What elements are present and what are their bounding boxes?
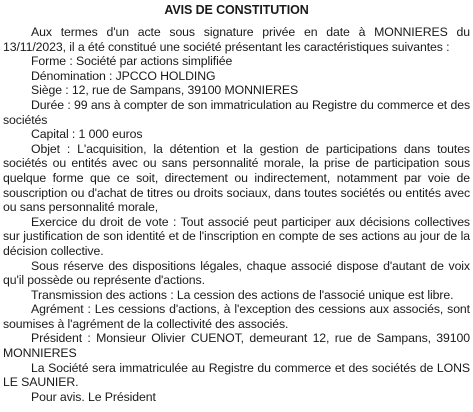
paragraph-president: Président : Monsieur Olivier CUENOT, demeurant 12, rue de Sampans, 39100 MONNIERES <box>3 331 470 361</box>
paragraph-objet: Objet : L'acquisition, la détention et la gestion de participations dans toutes sociétés ou entités avec ou sans personnalité morale, la prise de participation sous quelque forme que ce soit, directement ou indirectement, notamment par voie de souscription ou d'achat de titres ou droits sociaux, dans toutes sociétés ou entités avec ou sans personnalité morale, <box>3 141 470 215</box>
paragraph-droit-de-vote: Exercice du droit de vote : Tout associé peut participer aux décisions collectives sur justification de son identité et de l'inscription en compte de ses actions au jour de la décision collective. <box>3 214 470 258</box>
paragraph-signature: Pour avis. Le Président <box>31 389 156 404</box>
paragraph-siege: Siège : 12, rue de Sampans, 39100 MONNIERES <box>31 83 299 98</box>
paragraph-agrement: Agrément : Les cessions d'actions, à l'exception des cessions aux associés, sont soumises à l'agrément de la collectivité des associés. <box>3 302 470 331</box>
paragraph-denomination: Dénomination : JPCCO HOLDING <box>31 68 216 83</box>
paragraph-intro: Aux termes d'un acte sous signature privée en date à MONNIERES du 13/11/2023, il a été constitué une société présentant les caractéristiques suivantes : <box>3 25 470 54</box>
paragraph-duree: Durée : 99 ans à compter de son immatriculation au Registre du commerce et des sociétés <box>3 97 470 127</box>
paragraph-immatriculation: La Société sera immatriculée au Registre du commerce et des sociétés de LONS LE SAUNIER. <box>3 360 470 390</box>
notice-title: AVIS DE CONSTITUTION <box>164 3 309 17</box>
paragraph-transmission: Transmission des actions : La cession des actions de l'associé unique est libre. <box>31 287 454 302</box>
paragraph-capital: Capital : 1 000 euros <box>31 127 143 142</box>
paragraph-forme: Forme : Société par actions simplifiée <box>31 54 233 69</box>
paragraph-voix: Sous réserve des dispositions légales, chaque associé dispose d'autant de voix qu'il possède ou représente d'actions. <box>3 258 470 288</box>
